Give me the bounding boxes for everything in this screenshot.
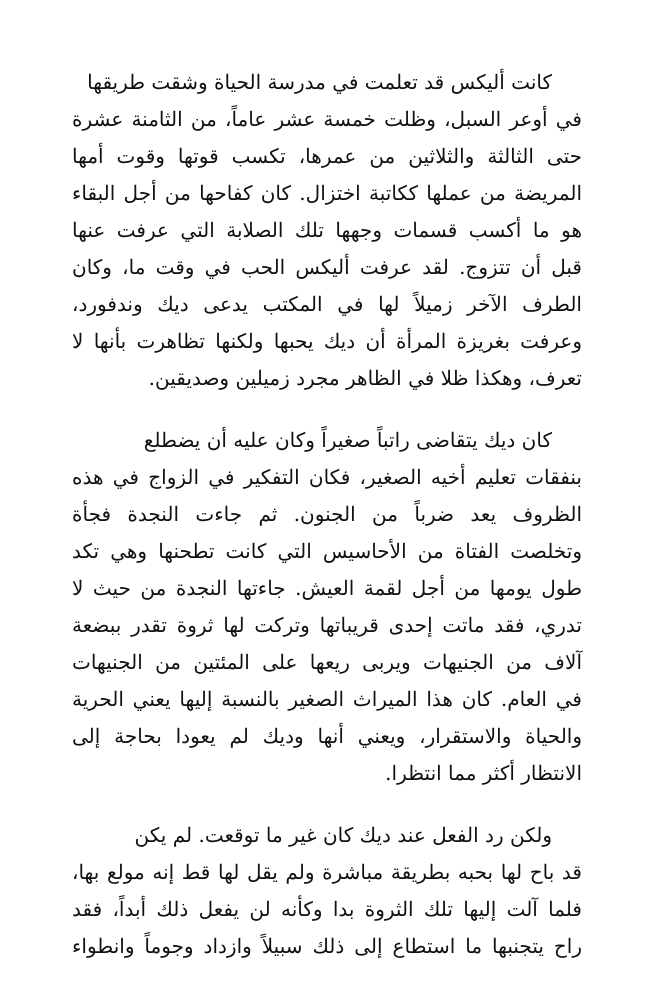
text-line: في العام. كان هذا الميراث الصغير بالنسبة إليها يعني الحرية: [72, 687, 582, 711]
text-line: كان ديك يتقاضى راتباً صغيراً وكان عليه أن يضطلع: [143, 428, 552, 452]
text-line: تدري، فقد ماتت إحدى قريباتها وتركت لها ثروة تقدر ببضعة: [72, 613, 582, 637]
text-line: الظروف يعد ضرباً من الجنون. ثم جاءت النجدة فجأة: [72, 502, 582, 526]
text-line: قبل أن تتزوج. لقد عرفت أليكس الحب في وقت ما، وكان: [72, 255, 582, 279]
text-line: هو ما أكسب قسمات وجهها تلك الصلابة التي عرفت عنها: [72, 218, 582, 242]
text-line: والحياة والاستقرار، ويعني أنها وديك لم يعودا بحاجة إلى: [72, 724, 582, 748]
text-line: الطرف الآخر زميلاً لها في المكتب يدعى ديك وندفورد،: [72, 292, 582, 316]
text-line: قد باح لها بحبه بطريقة مباشرة ولم يقل لها قط إنه مولع بها،: [72, 860, 582, 884]
text-line: الانتظار أكثر مما انتظرا.: [385, 761, 582, 785]
text-line: حتى الثالثة والثلاثين من عمرها، تكسب قوتها وقوت أمها: [72, 144, 582, 168]
text-line: في أوعر السبل، وظلت خمسة عشر عاماً، من الثامنة عشرة: [72, 107, 582, 131]
text-line: ولكن رد الفعل عند ديك كان غير ما توقعت. لم يكن: [134, 823, 552, 847]
text-line: راح يتجنبها ما استطاع إلى ذلك سبيلاً وازداد وجوماً وانطواء: [72, 934, 582, 958]
text-line: وتخلصت الفتاة من الأحاسيس التي كانت تطحنها وهي تكد: [72, 539, 582, 563]
text-line: كانت أليكس قد تعلمت في مدرسة الحياة وشقت طريقها: [87, 70, 552, 94]
text-line: تعرف، وهكذا ظلا في الظاهر مجرد زميلين وصديقين.: [148, 366, 582, 390]
text-line: طول يومها من أجل لقمة العيش. جاءتها النجدة من حيث لا: [72, 576, 582, 600]
text-line: المريضة من عملها ككاتبة اختزال. كان كفاحها من أجل البقاء: [72, 181, 582, 205]
text-line: فلما آلت إليها تلك الثروة بدا وكأنه لن يفعل ذلك أبداً، فقد: [72, 897, 582, 921]
text-line: آلاف من الجنيهات ويربى ريعها على المئتين من الجنيهات: [72, 650, 582, 674]
text-line: وعرفت بغريزة المرأة أن ديك يحبها ولكنها تظاهرت بأنها لا: [72, 329, 582, 353]
text-line: بنفقات تعليم أخيه الصغير، فكان التفكير في الزواج في هذه: [72, 465, 582, 489]
